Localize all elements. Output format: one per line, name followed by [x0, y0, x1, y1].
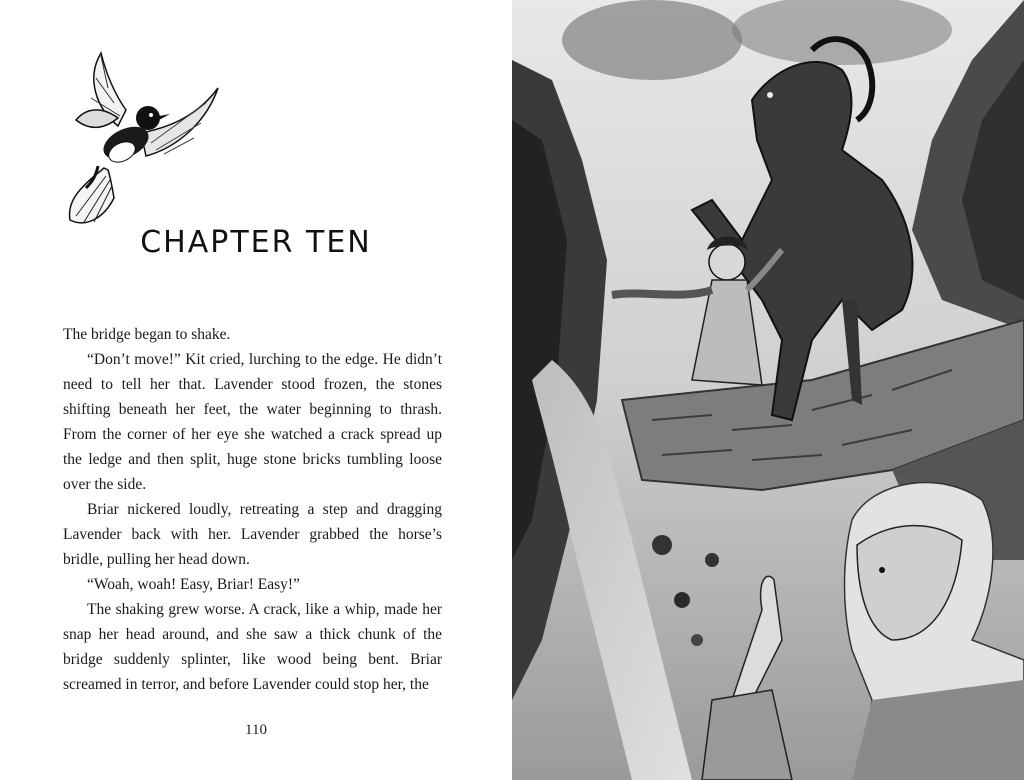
- chapter-title: CHAPTER TEN: [140, 225, 372, 260]
- right-page: [512, 0, 1024, 780]
- rearing-horse-bridge-illustration: [512, 0, 1024, 780]
- magpie-bird-icon: [56, 48, 226, 233]
- paragraph: Briar nickered loudly, retreating a step and dragging Lavender back with her. Lavender grabbed the horse’s bridle, pulling her head down.: [63, 501, 442, 568]
- paragraph: The bridge began to shake.: [63, 326, 231, 343]
- page-number: 110: [245, 722, 267, 738]
- chapter-body-text: [63, 322, 442, 697]
- paragraph: “Don’t move!” Kit cried, lurching to the edge. He didn’t need to tell her that. Lavender stood frozen, the stones shifting beneath her feet, the water beginning to thrash. From the corner of her eye she watched a crack spread up the ledge and then split, huge stone bricks tumbling loose over the side.: [63, 351, 442, 493]
- paragraph: The shaking grew worse. A crack, like a whip, made her snap her head around, and she saw a thick chunk of the bridge suddenly splinter, like wood being bent. Briar screamed in terror, and before Lavender could stop her, the: [63, 601, 442, 693]
- paragraph: “Woah, woah! Easy, Briar! Easy!”: [87, 576, 300, 593]
